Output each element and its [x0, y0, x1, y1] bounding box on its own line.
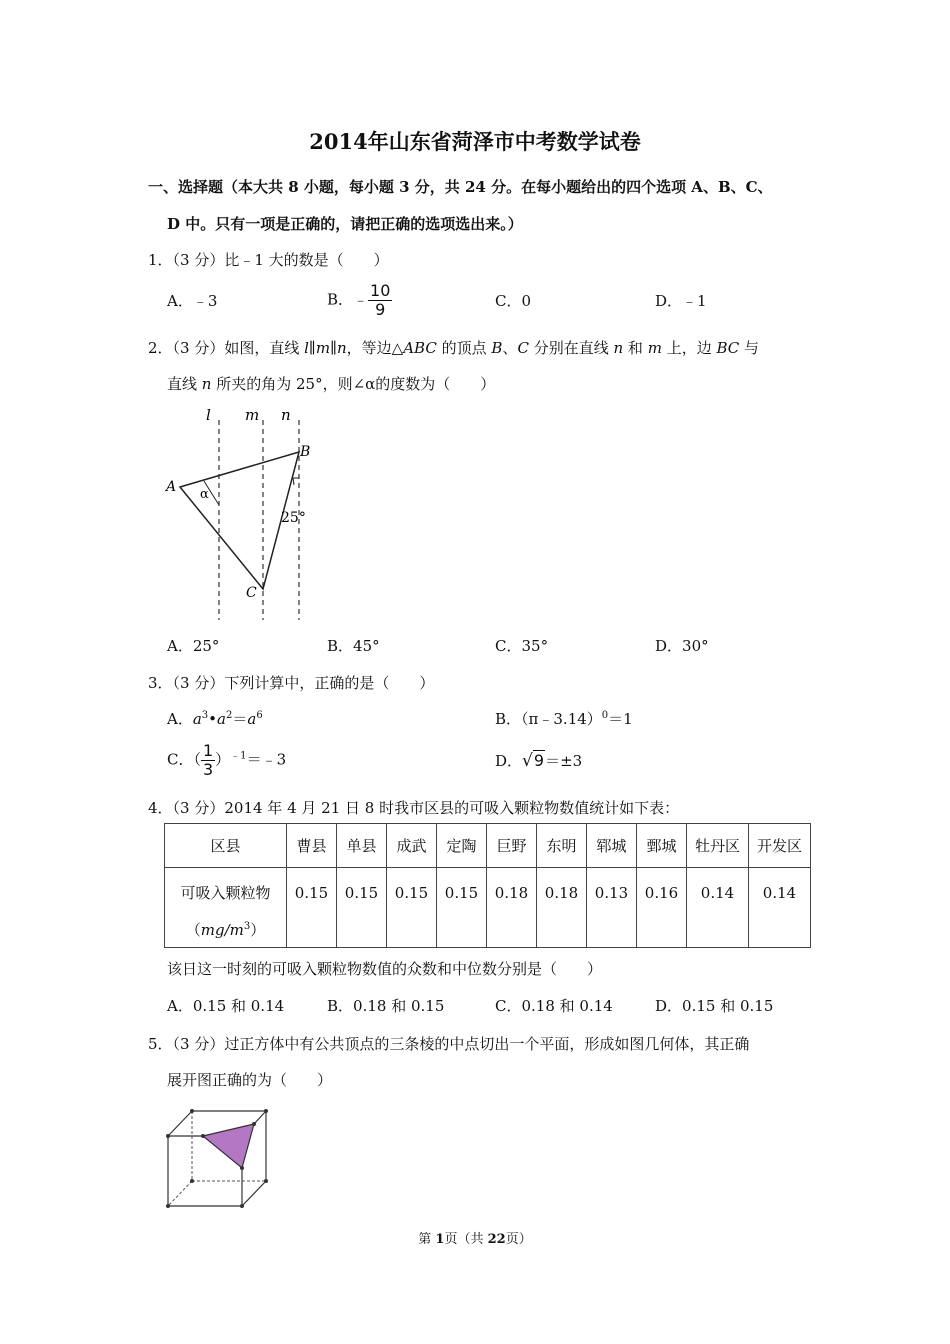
q2-option-a: A．25° [167, 637, 220, 655]
text-run: ，等边△ [346, 339, 404, 357]
cube-edge [168, 1111, 192, 1136]
q1-option-d: D．﹣1 [655, 292, 707, 310]
table-cell: 0.15 [387, 868, 437, 948]
fraction-denominator: 3 [202, 760, 214, 779]
row-label-text: 可吸入颗粒物 [180, 884, 271, 902]
label-a: A [166, 479, 177, 495]
fraction [368, 282, 392, 319]
q3-option-d [495, 750, 582, 771]
table-header-cell: 鄄城 [637, 824, 687, 868]
text-run: ＝ [232, 710, 248, 728]
text-run: 所夹的角为 25°，则∠α的度数为（ ） [211, 375, 496, 393]
table-cell: 0.18 [537, 868, 587, 948]
text-run: （ [185, 921, 201, 939]
text-run: 直线 [167, 375, 202, 393]
cube-edge [242, 1181, 266, 1206]
question-2-text-line1 [148, 337, 759, 358]
cube-edge [254, 1111, 266, 1124]
vertex-dot [201, 1134, 205, 1138]
text-run: mg/m [200, 921, 244, 939]
text-run: BC [716, 339, 740, 357]
table-cell: 0.15 [287, 868, 337, 948]
q1-option-c: C．0 [495, 292, 532, 310]
text-run: ） [215, 750, 231, 769]
q2-option-b: B．45° [327, 637, 380, 655]
text-run: n [613, 339, 624, 357]
q3-option-c [167, 742, 286, 779]
text-run: 的顶点 [436, 339, 492, 357]
text-run: 、 [502, 339, 518, 357]
table-header-cell: 定陶 [437, 824, 487, 868]
vertex-dot [190, 1109, 194, 1113]
table-header-cell: 郓城 [587, 824, 637, 868]
text-run: D． [495, 752, 523, 770]
text-run: a [247, 710, 257, 728]
q5-cube-figure [162, 1105, 274, 1211]
table-header-cell: 巨野 [487, 824, 537, 868]
text-run: B [491, 339, 503, 357]
label-m: m [245, 406, 260, 424]
page-total: 22 [487, 1232, 506, 1247]
q1-option-a: A．﹣3 [167, 292, 218, 310]
fraction-numerator: 1 [202, 741, 214, 760]
q3-option-a [167, 708, 263, 729]
q4-option-b: B．0.18 和 0.15 [327, 997, 445, 1015]
q4-option-d: D．0.15 和 0.15 [655, 997, 774, 1015]
table-cell: 0.13 [587, 868, 637, 948]
text-run: 和 [623, 339, 648, 357]
q2-triangle-figure [160, 402, 320, 624]
question-4-subquestion: 该日这一时刻的可吸入颗粒物数值的众数和中位数分别是（ ） [167, 960, 603, 978]
question-2-text-line2 [167, 373, 495, 394]
text-run: C [517, 339, 529, 357]
table-header-label: 区县 [165, 824, 287, 868]
table-cell: 0.18 [487, 868, 537, 948]
fraction-denominator: 9 [375, 300, 386, 319]
vertex-dot [240, 1166, 244, 1170]
table-cell: 0.16 [637, 868, 687, 948]
table-header-cell: 开发区 [749, 824, 811, 868]
vertex-dot [264, 1109, 268, 1113]
text-run: 分别在直线 [528, 339, 614, 357]
q4-option-c: C．0.18 和 0.14 [495, 997, 613, 1015]
table-cell: 0.15 [337, 868, 387, 948]
question-3-text: 3．（3 分）下列计算中，正确的是（ ） [148, 674, 435, 692]
fraction-numerator: 10 [370, 281, 391, 300]
table-header-cell: 曹县 [287, 824, 337, 868]
table-header-cell: 单县 [337, 824, 387, 868]
vertex-dot [240, 1204, 244, 1208]
table-cell: 0.14 [749, 868, 811, 948]
text-run: C．（ [167, 750, 201, 769]
table-header-cell: 牡丹区 [687, 824, 749, 868]
sqrt-radicand: 9 [533, 751, 545, 770]
question-4-text: 4．（3 分）2014 年 4 月 21 日 8 时我市区县的可吸入颗粒物数值统计如下表： [148, 799, 680, 817]
section-header-line2: D 中。只有一项是正确的，请把正确的选项选出来。） [167, 215, 523, 233]
exponent: 0 [601, 710, 609, 721]
vertex-dot [252, 1122, 256, 1126]
q3-option-b [495, 708, 633, 729]
sqrt-icon: √ [522, 751, 533, 771]
label-n: n [281, 406, 291, 424]
vertex-dot [166, 1204, 170, 1208]
page-number: 1 [435, 1232, 445, 1247]
fraction [201, 742, 215, 779]
angle-arc-25 [293, 478, 299, 485]
text-run: 与 [739, 339, 760, 357]
exponent: 3 [201, 710, 209, 721]
q2-option-d: D．30° [655, 637, 709, 655]
text-run: 上，边 [661, 339, 717, 357]
label-25-degrees: 25° [281, 510, 306, 526]
exponent: 6 [256, 710, 263, 721]
pm-data-table [164, 823, 811, 948]
row-label-unit [165, 910, 286, 947]
text-run: 页） [505, 1232, 532, 1247]
exponent: ﹣1 [230, 750, 247, 762]
text-run: ＝1 [608, 710, 633, 728]
text-run: m [647, 339, 662, 357]
label-c: C [246, 585, 257, 601]
table-row [165, 868, 811, 948]
question-5-text-line1: 5．（3 分）过正方体中有公共顶点的三条棱的中点切出一个平面，形成如图几何体，其正确 [148, 1035, 750, 1053]
text-run: ＝﹣3 [246, 750, 287, 769]
text-run: ＝±3 [545, 752, 583, 770]
q4-option-a: A．0.15 和 0.14 [167, 997, 285, 1015]
q1-option-b [327, 282, 392, 319]
vertex-dot [166, 1134, 170, 1138]
q1-option-b-prefix: B．﹣ [327, 290, 369, 309]
exponent: 3 [243, 921, 251, 932]
text-run: 第 [418, 1232, 436, 1247]
question-5-text-line2: 展开图正确的为（ ） [167, 1071, 333, 1089]
text-run: ABC [403, 339, 437, 357]
text-run: A． [167, 710, 193, 728]
text-run: B．（π﹣3.14） [495, 710, 602, 728]
table-header-cell: 东明 [537, 824, 587, 868]
text-run: • [208, 710, 218, 728]
page-title: 2014年山东省菏泽市中考数学试卷 [309, 129, 641, 154]
label-l: l [206, 406, 211, 424]
vertex-dot [190, 1179, 194, 1183]
table-cell: 0.14 [687, 868, 749, 948]
label-b: B [300, 444, 311, 460]
cut-triangle-face [203, 1124, 254, 1168]
vertex-dot [264, 1179, 268, 1183]
text-run: a [192, 710, 202, 728]
section-header-line1: 一、选择题（本大共 8 小题，每小题 3 分，共 24 分。在每小题给出的四个选项 A、B、C、 [148, 178, 773, 196]
text-run: 页（共 [444, 1232, 488, 1247]
question-1-text: 1．（3 分）比﹣1 大的数是（ ） [148, 251, 389, 269]
table-cell: 0.15 [437, 868, 487, 948]
text-run: a [217, 710, 226, 728]
table-header-cell: 成武 [387, 824, 437, 868]
text-run: ） [250, 921, 266, 939]
table-header-row [165, 824, 811, 868]
page-footer [0, 1228, 950, 1247]
label-alpha: α [200, 487, 209, 502]
text-run: 2．（3 分）如图，直线 [148, 339, 305, 357]
q2-option-c: C．35° [495, 637, 549, 655]
text-run: n [201, 375, 212, 393]
cube-hidden-edge [168, 1181, 192, 1206]
exponent: 2 [225, 710, 233, 721]
table-row-label [165, 868, 287, 948]
text-run: l∥m∥n [304, 339, 347, 357]
